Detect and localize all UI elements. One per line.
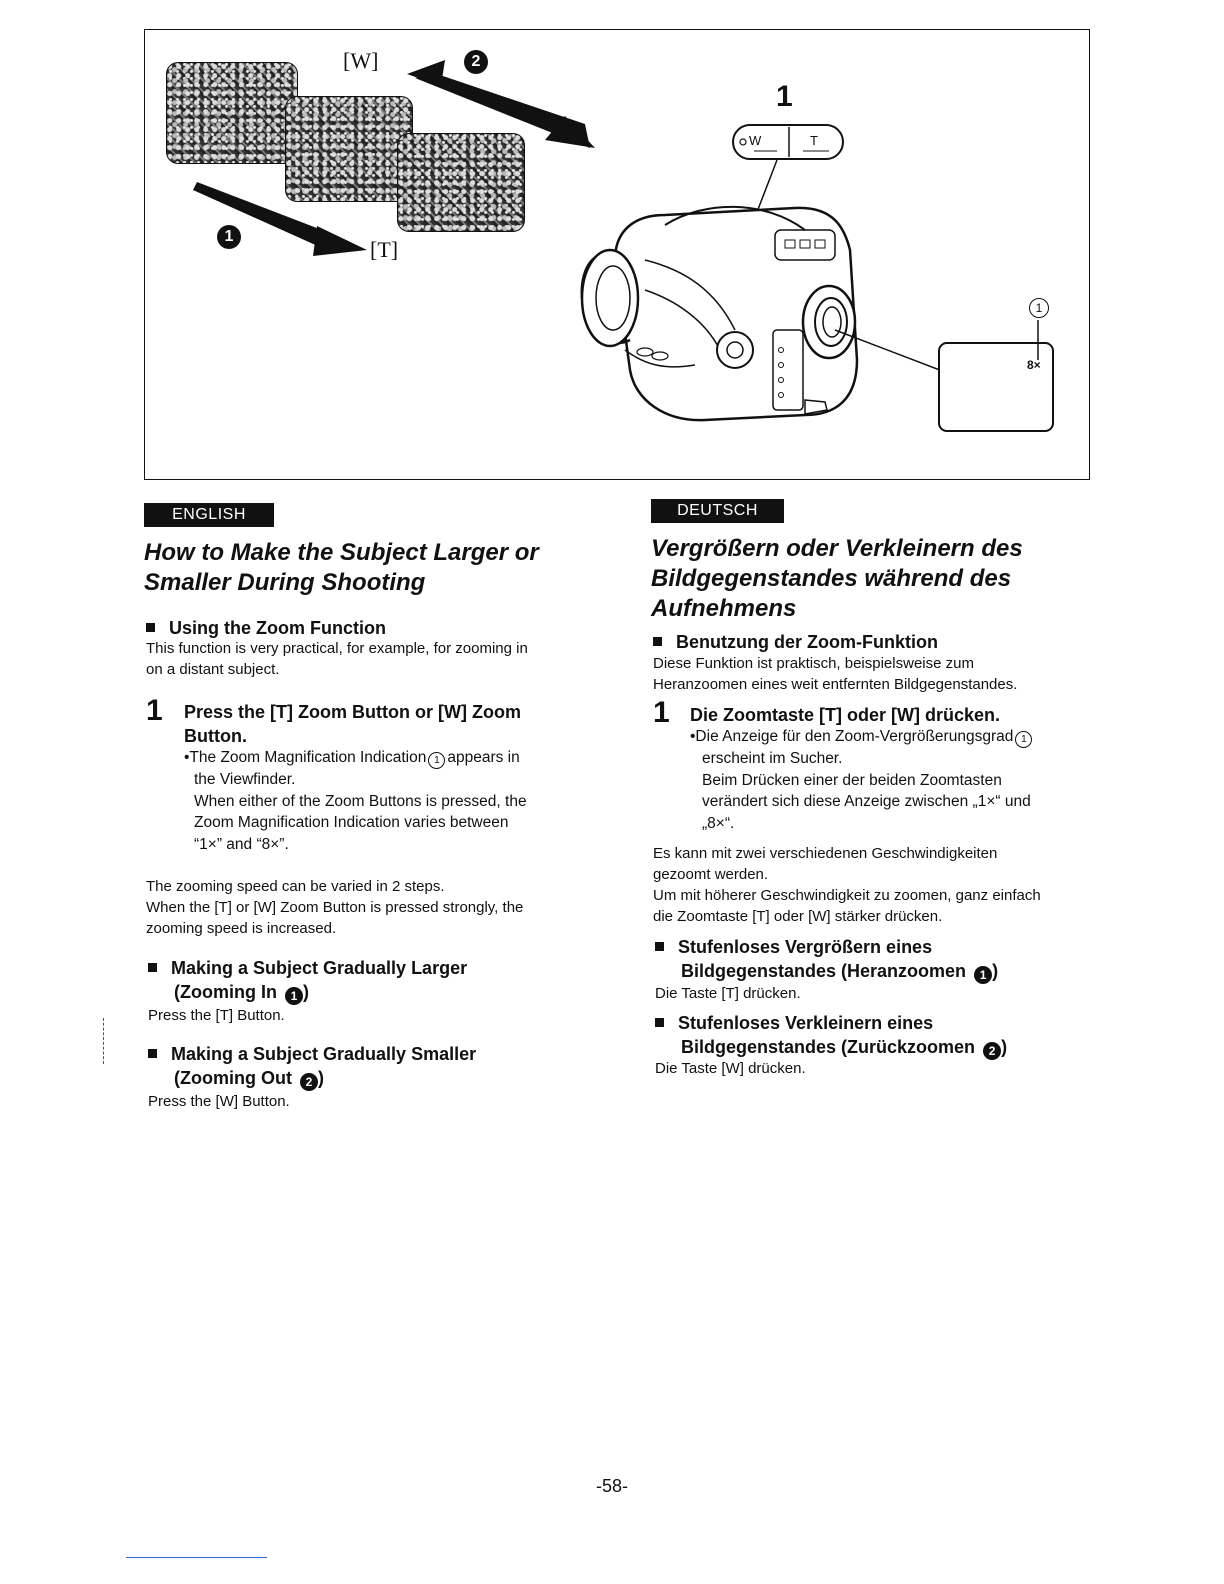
deutsch-zoom-in-line2-text: Bildgegenstandes (Heranzoomen: [681, 961, 967, 981]
deutsch-title: [651, 534, 1023, 624]
english-zoom-function-line2: on a distant subject.: [146, 661, 280, 678]
zoom-out-marker-icon: 2: [983, 1042, 1001, 1060]
deutsch-title-line3: Aufnehmens: [651, 595, 797, 622]
deutsch-zoom-in-heading: [655, 935, 998, 984]
deutsch-zoom-out-line2: Bildgegenstandes (Zurückzoomen 2 ): [681, 1037, 1008, 1058]
english-zoom-in-line2: (Zooming In 1 ): [174, 982, 309, 1003]
marker-zoom-in: 1: [217, 225, 241, 249]
deutsch-zoom-in-line1: Stufenloses Vergrößern eines: [678, 937, 933, 957]
english-zoom-function-heading-text: Using the Zoom Function: [169, 618, 386, 638]
bullet-square: [655, 942, 664, 951]
deutsch-zoom-function-heading-text: Benutzung der Zoom-Funktion: [676, 632, 938, 652]
deutsch-zoom-speed-text: [653, 843, 1041, 927]
english-zoom-out-line2: (Zooming Out 2 ): [174, 1068, 324, 1089]
english-zoom-out-heading: [148, 1042, 476, 1091]
english-step1-bullet: [184, 747, 527, 855]
bullet-square: [146, 623, 155, 632]
english-step1-bullet-line5: “1×” and “8×”.: [194, 835, 289, 853]
rocker-w-label: W: [749, 133, 762, 148]
english-zoom-speed-line2: When the [T] or [W] Zoom Button is pressed strongly, the: [146, 899, 524, 916]
deutsch-step1-number: 1: [653, 696, 670, 729]
zoom-illustration: [144, 29, 1090, 480]
deutsch-step1-bullet-line3: Beim Drücken einer der beiden Zoomtasten: [702, 771, 1002, 789]
deutsch-zoom-out-text: Die Taste [W] drücken.: [655, 1060, 806, 1077]
english-step1-line2: Button.: [184, 726, 247, 746]
footer-rule: [126, 1557, 267, 1558]
deutsch-zoom-speed-line1: Es kann mit zwei verschiedenen Geschwindigkeiten: [653, 845, 998, 862]
deutsch-step1-bullet-line1: [690, 726, 1034, 748]
deutsch-step1-bullet-line5: „8×“.: [702, 814, 735, 832]
english-title-line2: Smaller During Shooting: [144, 569, 426, 596]
english-step1-bullet-line2: the Viewfinder.: [194, 771, 296, 788]
zoom-in-marker-icon: 1: [285, 987, 303, 1005]
bullet-square: [653, 637, 662, 646]
english-zoom-speed-line3: zooming speed is increased.: [146, 920, 337, 937]
english-step1-bullet-line4: Zoom Magnification Indication varies between: [194, 814, 509, 831]
deutsch-step1-bullet-line1-pre: •Die Anzeige für den Zoom-Vergrößerungsgrad: [690, 728, 1014, 745]
deutsch-zoom-speed-line3: Um mit höherer Geschwindigkeit zu zoomen, ganz einfach: [653, 887, 1041, 904]
step-label: 1: [776, 80, 793, 113]
english-zoom-function-text: [146, 638, 528, 680]
english-zoom-out-line1: Making a Subject Gradually Smaller: [171, 1044, 477, 1064]
deutsch-zoom-function-line2: Heranzoomen eines weit entfernten Bildgegenstandes.: [653, 676, 1018, 693]
margin-cut-mark: [103, 1018, 104, 1064]
english-zoom-out-line2-text: (Zooming Out: [174, 1068, 292, 1088]
deutsch-zoom-speed-line2: gezoomt werden.: [653, 866, 769, 883]
label-w: [W]: [343, 48, 379, 73]
zoom-in-arrowhead: [313, 226, 367, 256]
english-zoom-in-text: Press the [T] Button.: [148, 1007, 285, 1024]
indicator-mark-icon: 1: [1015, 731, 1032, 748]
page-number: -58-: [595, 1476, 628, 1496]
zoom-out-marker-icon: 2: [300, 1073, 318, 1091]
bullet-square: [148, 1049, 157, 1058]
deutsch-zoom-out-heading: [655, 1011, 1007, 1060]
english-step1-number: 1: [146, 694, 163, 727]
marker-zoom-out: 2: [464, 50, 488, 74]
rocker-t-label: T: [810, 133, 818, 148]
english-title-line1: How to Make the Subject Larger or: [144, 539, 539, 566]
zoom-in-marker-icon: 1: [974, 966, 992, 984]
indicator-marker: 1: [1029, 298, 1049, 318]
deutsch-title-line2: Bildgegenstandes während des: [651, 565, 1012, 592]
english-zoom-function-heading: [146, 616, 386, 640]
deutsch-zoom-out-line1: Stufenloses Verkleinern eines: [678, 1013, 934, 1033]
deutsch-zoom-function-line1: Diese Funktion ist praktisch, beispielsweise zum: [653, 655, 974, 672]
deutsch-zoom-in-text: Die Taste [T] drücken.: [655, 985, 801, 1002]
english-zoom-out-text: Press the [W] Button.: [148, 1093, 290, 1110]
bullet-square: [148, 963, 157, 972]
english-step1-bullet-line1-pre: •The Zoom Magnification Indication: [184, 749, 427, 766]
deutsch-title-line1: Vergrößern oder Verkleinern des: [651, 535, 1023, 562]
english-zoom-in-line2-text: (Zooming In: [174, 982, 277, 1002]
indicator-mark-icon: 1: [428, 752, 445, 769]
rocker-leader-line: [757, 160, 777, 212]
zoom-in-arrow: [193, 182, 335, 252]
deutsch-zoom-speed-line4: die Zoomtaste [T] oder [W] stärker drücken.: [653, 908, 943, 925]
bullet-square: [655, 1018, 664, 1027]
record-dial: [717, 332, 753, 368]
deutsch-zoom-in-line2: Bildgegenstandes (Heranzoomen 1 ): [681, 961, 999, 982]
deutsch-step1-bullet-line4: verändert sich diese Anzeige zwischen „1×“ und: [702, 793, 1031, 810]
english-zoom-in-line1: Making a Subject Gradually Larger: [171, 958, 468, 978]
english-step1-bullet-line1: [184, 747, 527, 769]
deutsch-zoom-function-heading: [653, 630, 938, 654]
deutsch-zoom-function-text: [653, 653, 1017, 695]
deutsch-zoom-out-line2-text: Bildgegenstandes (Zurückzoomen: [681, 1037, 976, 1057]
english-step1-line1: Press the [T] Zoom Button or [W] Zoom: [184, 702, 521, 722]
english-title: [144, 538, 539, 598]
viewfinder-zoom-value: 8×: [1027, 358, 1041, 372]
deutsch-step1-bullet-line2: erscheint im Sucher.: [702, 750, 843, 767]
english-language-badge: ENGLISH: [144, 503, 274, 527]
english-step1-heading: [184, 700, 521, 748]
english-zoom-in-heading: [148, 956, 467, 1005]
deutsch-language-badge: DEUTSCH: [651, 499, 784, 523]
english-step1-bullet-line1-post: appears in: [447, 749, 520, 766]
english-zoom-speed-line1: The zooming speed can be varied in 2 steps.: [146, 878, 445, 895]
viewfinder-display: [939, 343, 1053, 431]
label-t: [T]: [370, 237, 399, 262]
deutsch-step1-bullet: [690, 726, 1034, 834]
english-zoom-speed-text: [146, 876, 523, 939]
deutsch-step1-heading: Die Zoomtaste [T] oder [W] drücken.: [690, 705, 1001, 725]
english-step1-bullet-line3: When either of the Zoom Buttons is pressed, the: [194, 792, 527, 810]
english-zoom-function-line1: This function is very practical, for example, for zooming in: [146, 640, 528, 657]
camera-drawing: [145, 30, 1089, 479]
